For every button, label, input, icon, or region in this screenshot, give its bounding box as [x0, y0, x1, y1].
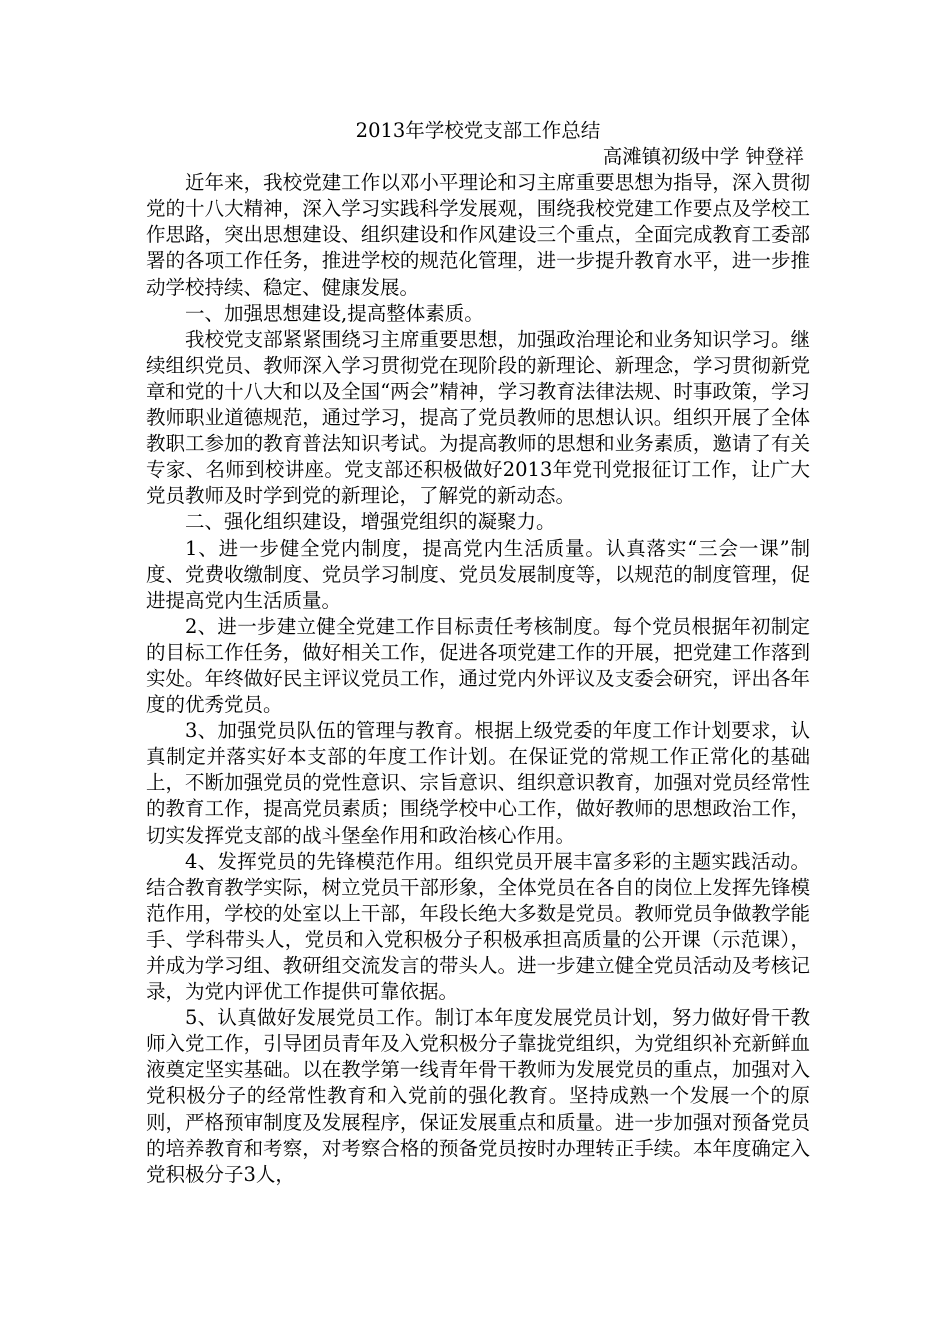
section-heading-1: 一、加强思想建设,提高整体素质。 [185, 301, 484, 325]
paragraph-section-1: 我校党支部紧紧围绕习主席重要思想，加强政治理论和业务知识学习。继续组织党员、教师深入学习贯彻党在现阶段的新理论、新理念，学习贯彻新党章和党的十八大和以及全国“两会”精神，学习教育法律法规、时事政策，学习教师职业道德规范，通过学习，提高了党员教师的思想认识。组织开展了全体教职工参加的教育普法知识考试。为提高教师的思想和业务素质，邀请了有关专家、名师到校讲座。党支部还积极做好2013年党刊党报征订工作，让广大党员教师及时学到党的新理论，了解党的新动态。 [146, 327, 810, 508]
document-page [146, 118, 810, 1188]
section-heading-2: 二、强化组织建设，增强党组织的凝聚力。 [185, 510, 556, 534]
paragraph-intro: 近年来，我校党建工作以邓小平理论和习主席重要思想为指导，深入贯彻党的十八大精神，深入学习实践科学发展观，围绕我校党建工作要点及学校工作思路，突出思想建设、组织建设和作风建设三个重点，全面完成教育工委部署的各项工作任务，推进学校的规范化管理，进一步提升教育水平，进一步推动学校持续、稳定、健康发展。 [146, 171, 810, 299]
paragraph-item-4: 4、发挥党员的先锋模范作用。组织党员开展丰富多彩的主题实践活动。结合教育教学实际，树立党员干部形象，全体党员在各自的岗位上发挥先锋模范作用，学校的处室以上干部，年段长绝大多数是党员。教师党员争做教学能手、学科带头人，党员和入党积极分子积极承担高质量的公开课（示范课），并成为学习组、教研组交流发言的带头人。进一步建立健全党员活动及考核记录，为党内评优工作提供可靠依据。 [146, 849, 810, 1004]
paragraph-item-2: 2、进一步建立健全党建工作目标责任考核制度。每个党员根据年初制定的目标工作任务，做好相关工作，促进各项党建工作的开展，把党建工作落到实处。年终做好民主评议党员工作，通过党内外评议及支委会研究，评出各年度的优秀党员。 [146, 614, 810, 717]
paragraph-item-5: 5、认真做好发展党员工作。制订本年度发展党员计划，努力做好骨干教师入党工作，引导团员青年及入党积极分子靠拢党组织，为党组织补充新鲜血液奠定坚实基础。以在教学第一线青年骨干教师为发展党员的重点，加强对入党积极分子的经常性教育和入党前的强化教育。坚持成熟一个发展一个的原则，严格预审制度及发展程序，保证发展重点和质量。进一步加强对预备党员的培养教育和考察，对考察合格的预备党员按时办理转正手续。本年度确定入党积极分子3人， [146, 1006, 810, 1186]
document-author: 高滩镇初级中学 钟登祥 [602, 145, 804, 169]
paragraph-item-1: 1、进一步健全党内制度，提高党内生活质量。认真落实“三会一课”制度、党费收缴制度、党员学习制度、党员发展制度等，以规范的制度管理，促进提高党内生活质量。 [146, 536, 810, 612]
document-title: 2013年学校党支部工作总结 [355, 119, 601, 142]
paragraph-item-3: 3、加强党员队伍的管理与教育。根据上级党委的年度工作计划要求，认真制定并落实好本支部的年度工作计划。在保证党的常规工作正常化的基础上，不断加强党员的党性意识、宗旨意识、组织意识教育，加强对党员经常性的教育工作，提高党员素质；围绕学校中心工作，做好教师的思想政治工作，切实发挥党支部的战斗堡垒作用和政治核心作用。 [146, 719, 810, 847]
